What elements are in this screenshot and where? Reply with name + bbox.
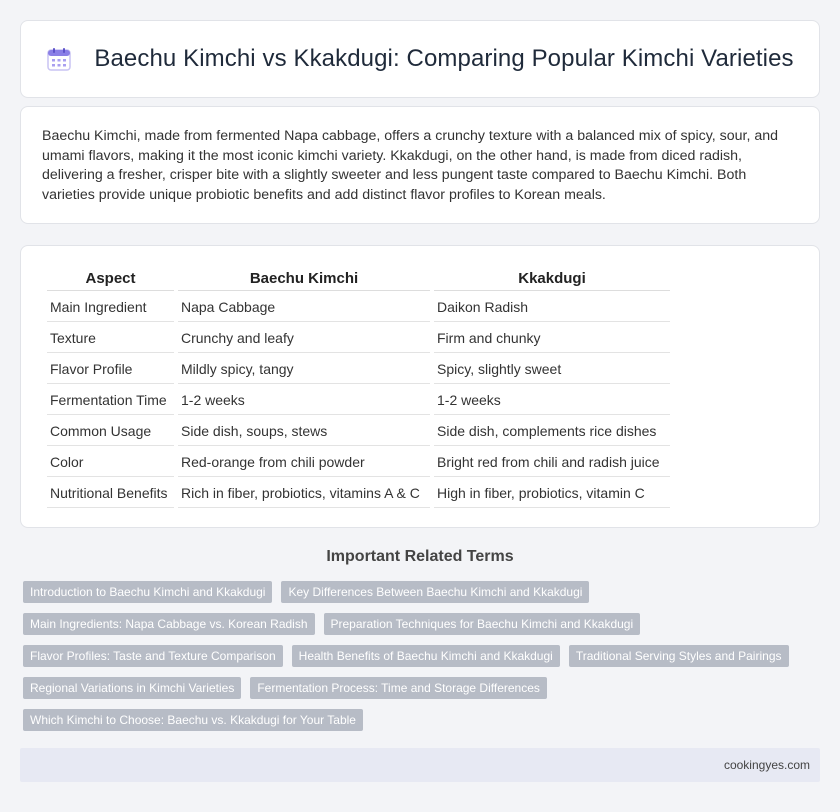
table-cell: Flavor Profile bbox=[47, 355, 174, 384]
related-term-tag[interactable]: Which Kimchi to Choose: Baechu vs. Kkakdugi for Your Table bbox=[23, 709, 363, 731]
footer bbox=[20, 748, 820, 782]
table-row bbox=[47, 324, 670, 353]
page-title: Baechu Kimchi vs Kkakdugi: Comparing Popular Kimchi Varieties bbox=[94, 45, 794, 72]
intro-paragraph: Baechu Kimchi, made from fermented Napa cabbage, offers a crunchy texture with a balanced mix of spicy, sour, and umami flavors, making it the most iconic kimchi variety. Kkakdugi, on the other hand, is made from diced radish, delivering a fresher, crisper bite with a slightly sweeter and less pungent taste compared to Baechu Kimchi. Both varieties provide unique probiotic benefits and add distinct flavor profiles to Korean meals. bbox=[42, 128, 779, 203]
table-cell: Nutritional Benefits bbox=[47, 479, 174, 508]
header-card bbox=[20, 20, 820, 98]
intro-card bbox=[20, 106, 820, 224]
related-terms-list bbox=[23, 581, 813, 731]
table-cell: Color bbox=[47, 448, 174, 477]
related-term-tag[interactable]: Preparation Techniques for Baechu Kimchi and Kkakdugi bbox=[324, 613, 641, 635]
table-cell: Firm and chunky bbox=[434, 324, 670, 353]
table-row bbox=[47, 448, 670, 477]
table-row bbox=[47, 479, 670, 508]
comparison-table bbox=[43, 266, 674, 510]
table-cell: Common Usage bbox=[47, 417, 174, 446]
table-cell: Spicy, slightly sweet bbox=[434, 355, 670, 384]
related-term-tag[interactable]: Introduction to Baechu Kimchi and Kkakdugi bbox=[23, 581, 272, 603]
table-cell: Fermentation Time bbox=[47, 386, 174, 415]
table-cell: High in fiber, probiotics, vitamin C bbox=[434, 479, 670, 508]
footer-site-link[interactable]: cookingyes.com bbox=[723, 758, 810, 772]
related-term-tag[interactable]: Health Benefits of Baechu Kimchi and Kkakdugi bbox=[292, 645, 560, 667]
table-cell: Side dish, complements rice dishes bbox=[434, 417, 670, 446]
related-terms-heading: Important Related Terms bbox=[326, 548, 514, 565]
table-row bbox=[47, 417, 670, 446]
column-header-baechu: Baechu Kimchi bbox=[178, 268, 430, 291]
table-cell: Texture bbox=[47, 324, 174, 353]
calendar-icon bbox=[46, 46, 72, 72]
table-cell: Crunchy and leafy bbox=[178, 324, 430, 353]
related-term-tag[interactable]: Key Differences Between Baechu Kimchi and Kkakdugi bbox=[281, 581, 589, 603]
comparison-card bbox=[20, 245, 820, 528]
table-cell: Main Ingredient bbox=[47, 293, 174, 322]
table-row bbox=[47, 293, 670, 322]
column-header-aspect: Aspect bbox=[47, 268, 174, 291]
table-cell: Daikon Radish bbox=[434, 293, 670, 322]
table-cell: Side dish, soups, stews bbox=[178, 417, 430, 446]
related-term-tag[interactable]: Traditional Serving Styles and Pairings bbox=[569, 645, 789, 667]
table-cell: Bright red from chili and radish juice bbox=[434, 448, 670, 477]
table-cell: Rich in fiber, probiotics, vitamins A & C bbox=[178, 479, 430, 508]
table-cell: Red-orange from chili powder bbox=[178, 448, 430, 477]
table-cell: Napa Cabbage bbox=[178, 293, 430, 322]
column-header-kkakdugi: Kkakdugi bbox=[434, 268, 670, 291]
table-cell: 1-2 weeks bbox=[178, 386, 430, 415]
table-cell: 1-2 weeks bbox=[434, 386, 670, 415]
related-term-tag[interactable]: Regional Variations in Kimchi Varieties bbox=[23, 677, 241, 699]
related-term-tag[interactable]: Flavor Profiles: Taste and Texture Comparison bbox=[23, 645, 283, 667]
related-term-tag[interactable]: Fermentation Process: Time and Storage Differences bbox=[250, 677, 547, 699]
related-term-tag[interactable]: Main Ingredients: Napa Cabbage vs. Korean Radish bbox=[23, 613, 315, 635]
table-cell: Mildly spicy, tangy bbox=[178, 355, 430, 384]
table-row bbox=[47, 355, 670, 384]
table-header-row bbox=[47, 268, 670, 291]
header bbox=[46, 45, 793, 73]
table-row bbox=[47, 386, 670, 415]
